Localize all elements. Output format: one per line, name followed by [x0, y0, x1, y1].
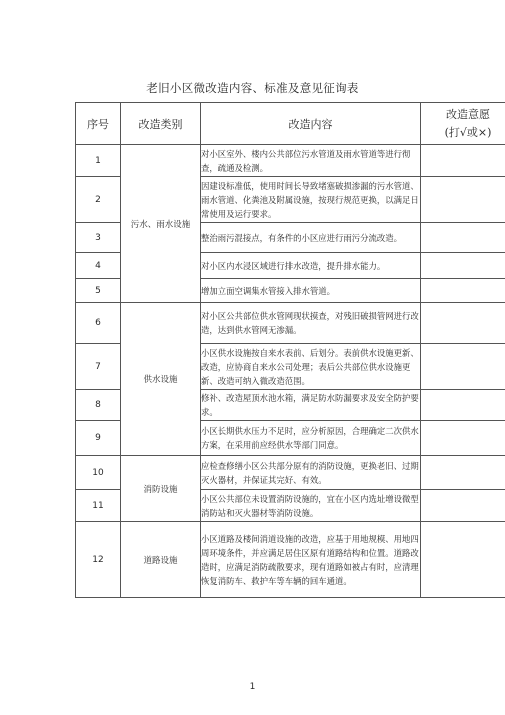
row-content: 因建设标准低，使用时间长导致堵塞破损渗漏的污水管道、雨水管道、化粪池及附属设施，按现行规范更换，以满足日常使用及运行要求。	[201, 177, 421, 223]
row-content: 整治雨污混接点，有条件的小区应进行雨污分流改造。	[201, 223, 421, 253]
category-cell: 污水、雨水设施	[121, 145, 201, 303]
row-number: 1	[76, 145, 121, 177]
row-content: 增加立面空调集水管接入排水管道。	[201, 279, 421, 303]
row-content: 对小区室外、楼内公共部位污水管道及雨水管道等进行彻查，疏通及检测。	[201, 145, 421, 177]
opinion-cell[interactable]	[421, 223, 505, 253]
row-content: 小区道路及楼间消道设施的改造，应基于用地规模、用地四周环境条件，并应满足居住区原有道路结构和位置。道路改造时，应满足消防疏散要求，现有道路如被占有时，应清理恢复消防车、救护车等车辆的回车通道。	[201, 522, 421, 598]
header-opinion	[421, 103, 505, 145]
opinion-cell[interactable]	[421, 490, 505, 522]
page-title: 老旧小区微改造内容、标准及意见征询表	[146, 81, 359, 95]
row-number: 12	[76, 522, 121, 598]
row-number: 3	[76, 223, 121, 253]
category-cell: 供水设施	[121, 303, 201, 456]
table-row	[76, 145, 505, 177]
opinion-cell[interactable]	[421, 253, 505, 279]
category-cell: 道路设施	[121, 522, 201, 598]
row-content: 小区长期供水压力不足时，应分析原因，合理确定二次供水方案，在采用前应经供水等部门同意。	[201, 421, 421, 456]
header-content: 改造内容	[201, 103, 421, 145]
row-number: 2	[76, 177, 121, 223]
opinion-cell[interactable]	[421, 456, 505, 490]
header-number: 序号	[76, 103, 121, 145]
table-row	[76, 456, 505, 490]
row-content: 应检查修缮小区公共部分原有的消防设施，更换老旧、过期灭火器材，并保证其完好、有效。	[201, 456, 421, 490]
row-number: 9	[76, 421, 121, 456]
row-number: 4	[76, 253, 121, 279]
row-content: 对小区内水浸区域进行排水改造，提升排水能力。	[201, 253, 421, 279]
page-number: 1	[249, 682, 256, 692]
opinion-cell[interactable]	[421, 421, 505, 456]
header-opinion-line1: 改造意愿	[446, 107, 490, 121]
row-number: 7	[76, 344, 121, 390]
row-content: 修补、改造屋顶水池水箱，满足防水防漏要求及安全防护要求。	[201, 390, 421, 421]
opinion-cell[interactable]	[421, 344, 505, 390]
header-opinion-line2: (打√或×)	[444, 125, 492, 139]
opinion-cell[interactable]	[421, 522, 505, 598]
row-number: 11	[76, 490, 121, 522]
opinion-cell[interactable]	[421, 177, 505, 223]
opinion-cell[interactable]	[421, 303, 505, 344]
table-row	[76, 303, 505, 344]
row-content: 对小区公共部位供水管网现状摸查，对残旧破损管网进行改造，达到供水管网无渗漏。	[201, 303, 421, 344]
category-cell: 消防设施	[121, 456, 201, 522]
row-content: 小区公共部位未设置消防设施的，宜在小区内选址增设微型消防站和灭火器材等消防设施。	[201, 490, 421, 522]
opinion-cell[interactable]	[421, 279, 505, 303]
survey-table	[75, 102, 505, 598]
row-number: 5	[76, 279, 121, 303]
opinion-cell[interactable]	[421, 145, 505, 177]
table-row	[76, 522, 505, 598]
row-number: 10	[76, 456, 121, 490]
header-category: 改造类别	[121, 103, 201, 145]
row-content: 小区供水设施按自来水表前、后划分。表前供水设施更新、改造，应协商自来水公司处理；表后公共部位供水设施更新、改造可纳入微改造范围。	[201, 344, 421, 390]
row-number: 8	[76, 390, 121, 421]
opinion-cell[interactable]	[421, 390, 505, 421]
row-number: 6	[76, 303, 121, 344]
header-row	[76, 103, 505, 145]
